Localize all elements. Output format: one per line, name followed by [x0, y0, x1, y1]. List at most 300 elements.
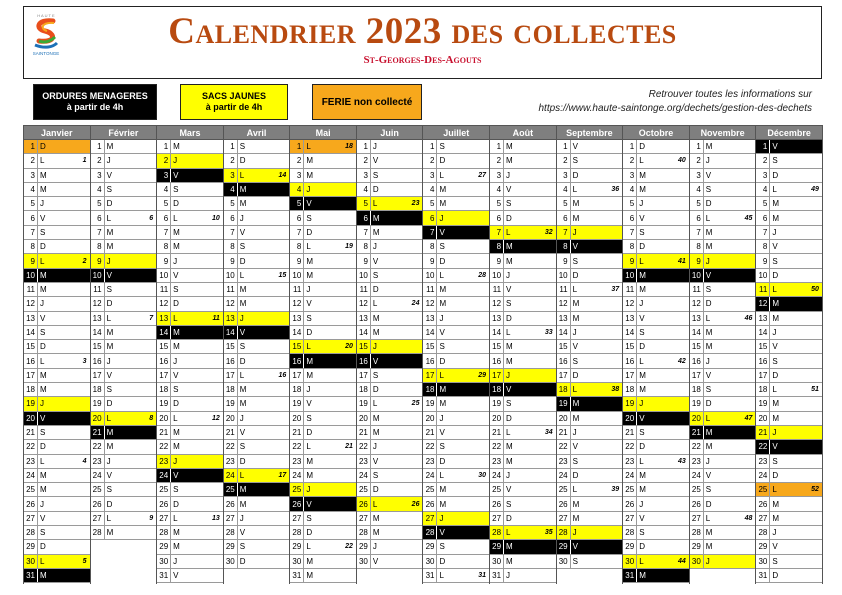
commune-name: St-Georges-Des-Agouts	[363, 54, 482, 66]
day-number: 30	[24, 555, 38, 568]
day-letter: V	[239, 528, 246, 538]
day-number: 29	[24, 540, 38, 553]
day-number: 31	[24, 569, 38, 582]
day-letter: J	[40, 299, 44, 309]
day-letter: M	[173, 328, 180, 337]
day-number: 2	[623, 154, 637, 167]
day-number: 18	[224, 383, 238, 396]
day-cell	[690, 197, 756, 211]
day-letter: M	[106, 342, 114, 352]
day-cell	[224, 326, 290, 340]
day-number: 21	[423, 426, 437, 439]
day-cell	[357, 483, 423, 497]
day-letter: L	[639, 556, 644, 566]
day-number: 5	[690, 197, 704, 210]
day-cell	[24, 397, 90, 411]
day-letter: V	[506, 385, 512, 395]
day-cell	[157, 397, 223, 411]
day-cell	[290, 512, 356, 526]
day-number: 26	[157, 497, 171, 510]
day-cell	[290, 283, 356, 297]
day-letter: M	[372, 413, 380, 423]
day-cell	[157, 512, 223, 526]
day-cell	[690, 140, 756, 154]
day-cell	[756, 469, 822, 483]
day-cell	[24, 211, 90, 225]
month-header: Septembre	[557, 126, 623, 140]
day-number: 2	[490, 154, 504, 167]
day-letter: S	[106, 185, 112, 195]
month-header: Octobre	[623, 126, 689, 140]
day-letter: M	[639, 370, 646, 380]
day-cell	[490, 240, 556, 254]
page-title: Calendrier 2023 des collectes	[168, 11, 677, 52]
day-number: 21	[357, 426, 371, 439]
day-cell	[357, 383, 423, 397]
week-number: 39	[611, 486, 620, 494]
day-number: 12	[623, 297, 637, 310]
day-letter: L	[506, 528, 511, 538]
day-letter: J	[506, 170, 511, 180]
day-number: 10	[756, 269, 770, 282]
day-letter: L	[439, 170, 444, 180]
day-letter: M	[106, 227, 114, 237]
day-cell	[91, 497, 157, 511]
day-number: 31	[490, 569, 504, 582]
day-cell	[557, 197, 623, 211]
day-number: 18	[490, 383, 504, 396]
day-cell	[91, 140, 157, 154]
day-letter: S	[439, 142, 445, 152]
day-letter: M	[506, 356, 513, 366]
day-number: 9	[557, 254, 571, 267]
month-header: Juillet	[423, 126, 489, 140]
day-number: 21	[157, 426, 171, 439]
day-cell	[24, 340, 90, 354]
month-header: Février	[91, 126, 157, 140]
day-cell	[224, 140, 290, 154]
day-letter: J	[106, 156, 111, 166]
day-cell	[690, 297, 756, 311]
day-letter: V	[772, 542, 778, 552]
day-cell	[623, 169, 689, 183]
day-cell	[357, 326, 423, 340]
day-letter: M	[439, 299, 447, 309]
day-cell	[357, 197, 423, 211]
day-letter: V	[40, 313, 46, 323]
day-letter: M	[306, 456, 313, 466]
day-number: 9	[157, 254, 171, 267]
day-number: 22	[690, 440, 704, 453]
day-cell	[91, 440, 157, 454]
day-letter: M	[572, 299, 580, 309]
day-number: 19	[690, 397, 704, 410]
day-number: 22	[557, 440, 571, 453]
day-cell	[756, 354, 822, 368]
day-number: 23	[690, 455, 704, 468]
day-number: 26	[690, 497, 704, 510]
day-number: 11	[357, 283, 371, 296]
day-letter: D	[372, 385, 379, 395]
day-cell	[423, 569, 489, 583]
day-number: 7	[423, 226, 437, 239]
day-letter: V	[506, 185, 512, 195]
day-number: 1	[91, 140, 105, 153]
day-number: 17	[423, 369, 437, 382]
day-cell	[290, 140, 356, 154]
empty-space	[490, 583, 556, 584]
day-number: 5	[91, 197, 105, 210]
day-number: 3	[357, 169, 371, 182]
day-cell	[490, 154, 556, 168]
day-letter: M	[705, 342, 713, 352]
day-letter: M	[372, 213, 380, 223]
day-number: 11	[756, 283, 770, 296]
day-number: 25	[623, 483, 637, 496]
day-cell	[357, 497, 423, 511]
day-number: 6	[623, 211, 637, 224]
day-number: 1	[224, 140, 238, 153]
day-cell	[91, 226, 157, 240]
day-letter: M	[306, 270, 313, 280]
day-cell	[24, 497, 90, 511]
day-cell	[224, 283, 290, 297]
day-number: 27	[91, 512, 105, 525]
day-cell	[157, 426, 223, 440]
day-number: 4	[756, 183, 770, 196]
day-letter: J	[772, 428, 777, 438]
week-number: 14	[278, 171, 287, 179]
day-cell	[490, 512, 556, 526]
week-number: 24	[411, 300, 420, 308]
week-number: 28	[478, 271, 487, 279]
day-letter: L	[173, 213, 178, 223]
day-cell	[423, 497, 489, 511]
day-cell	[290, 526, 356, 540]
day-number: 6	[557, 211, 571, 224]
day-cell	[357, 312, 423, 326]
day-number: 13	[24, 312, 38, 325]
day-cell	[91, 283, 157, 297]
day-number: 9	[91, 254, 105, 267]
day-letter: D	[173, 499, 179, 509]
day-number: 10	[623, 269, 637, 282]
day-cell	[623, 140, 689, 154]
day-cell	[91, 169, 157, 183]
day-number: 11	[490, 283, 504, 296]
day-cell	[224, 555, 290, 569]
info-url-link[interactable]: https://www.haute-saintonge.org/dechets/gestion-des-dechets	[538, 103, 812, 114]
day-number: 3	[557, 169, 571, 182]
day-cell	[290, 326, 356, 340]
week-number: 51	[811, 386, 819, 394]
day-letter: J	[772, 328, 777, 337]
day-number: 27	[756, 512, 770, 525]
day-letter: S	[306, 313, 312, 323]
day-cell	[423, 412, 489, 426]
day-cell	[24, 326, 90, 340]
week-number: 13	[211, 514, 220, 522]
day-letter: L	[239, 170, 245, 180]
day-letter: S	[439, 342, 445, 352]
day-cell	[490, 326, 556, 340]
day-number: 22	[91, 440, 105, 453]
day-letter: M	[306, 156, 313, 166]
day-cell	[423, 269, 489, 283]
day-cell	[690, 397, 756, 411]
day-cell	[91, 512, 157, 526]
day-number: 7	[756, 226, 770, 239]
day-cell	[423, 383, 489, 397]
day-number: 3	[290, 169, 304, 182]
week-number: 29	[478, 371, 487, 379]
day-letter: L	[439, 270, 444, 280]
day-letter: J	[439, 413, 444, 423]
month-4	[224, 126, 291, 584]
day-letter: S	[372, 170, 379, 180]
month-1	[24, 126, 91, 584]
week-number: 2	[82, 257, 87, 265]
day-cell	[690, 426, 756, 440]
day-number: 16	[224, 354, 238, 367]
day-letter: S	[705, 485, 712, 495]
week-number: 34	[544, 429, 553, 437]
day-number: 21	[690, 426, 704, 439]
day-cell	[224, 312, 290, 326]
day-letter: M	[639, 571, 646, 581]
day-number: 29	[490, 540, 504, 553]
day-number: 28	[423, 526, 437, 539]
day-cell	[557, 140, 623, 154]
day-letter: D	[106, 299, 113, 309]
day-letter: M	[772, 399, 780, 409]
day-letter: L	[439, 470, 444, 480]
day-letter: J	[705, 556, 710, 566]
day-number: 13	[91, 312, 105, 325]
day-letter: J	[173, 456, 178, 466]
day-cell	[756, 254, 822, 268]
day-letter: M	[572, 513, 580, 523]
day-letter: V	[572, 442, 578, 452]
day-number: 9	[357, 254, 371, 267]
day-letter: V	[306, 199, 312, 209]
day-cell	[623, 269, 689, 283]
day-number: 2	[357, 154, 371, 167]
day-letter: S	[439, 242, 445, 252]
day-cell	[290, 497, 356, 511]
day-cell	[357, 426, 423, 440]
day-cell	[756, 340, 822, 354]
day-letter: M	[639, 285, 646, 295]
day-cell	[423, 240, 489, 254]
day-cell	[490, 540, 556, 554]
day-number: 30	[557, 555, 571, 568]
day-letter: J	[239, 213, 244, 223]
day-number: 18	[24, 383, 38, 396]
day-letter: V	[306, 499, 312, 509]
day-number: 30	[357, 555, 371, 568]
day-cell	[690, 512, 756, 526]
day-number: 29	[423, 540, 437, 553]
day-cell	[357, 354, 423, 368]
day-number: 30	[490, 555, 504, 568]
day-cell	[224, 226, 290, 240]
day-number: 2	[290, 154, 304, 167]
day-cell	[290, 312, 356, 326]
day-number: 11	[690, 283, 704, 296]
day-letter: L	[372, 299, 378, 309]
day-letter: L	[306, 542, 311, 552]
day-cell	[623, 497, 689, 511]
day-cell	[690, 497, 756, 511]
day-letter: D	[40, 242, 46, 252]
day-letter: J	[705, 156, 710, 166]
day-number: 18	[756, 383, 770, 396]
day-letter: L	[306, 342, 311, 352]
week-number: 20	[345, 343, 353, 351]
day-letter: L	[40, 156, 45, 166]
day-cell	[357, 269, 423, 283]
day-letter: L	[639, 356, 644, 366]
day-cell	[557, 354, 623, 368]
day-cell	[756, 312, 822, 326]
day-letter: V	[173, 571, 179, 581]
day-number: 2	[224, 154, 238, 167]
day-cell	[690, 526, 756, 540]
day-cell	[557, 555, 623, 569]
day-number: 18	[557, 383, 571, 396]
week-number: 12	[211, 414, 220, 422]
day-number: 5	[290, 197, 304, 210]
week-number: 7	[149, 314, 154, 322]
day-cell	[557, 211, 623, 225]
day-letter: S	[239, 542, 246, 552]
day-letter: V	[639, 313, 645, 323]
day-number: 2	[91, 154, 105, 167]
day-letter: V	[705, 370, 712, 380]
day-cell	[557, 297, 623, 311]
day-letter: M	[40, 485, 47, 495]
week-number: 11	[212, 314, 220, 322]
day-cell	[490, 226, 556, 240]
day-cell	[423, 369, 489, 383]
day-number: 20	[423, 412, 437, 425]
day-number: 22	[24, 440, 38, 453]
day-letter: M	[106, 328, 114, 337]
day-cell	[423, 354, 489, 368]
day-number: 10	[690, 269, 704, 282]
day-letter: M	[439, 185, 447, 195]
day-letter: M	[705, 442, 713, 452]
day-letter: D	[40, 542, 46, 552]
day-cell	[623, 540, 689, 554]
day-number: 27	[24, 512, 38, 525]
day-number: 12	[756, 297, 770, 310]
week-number: 23	[411, 200, 420, 208]
day-letter: S	[506, 199, 512, 209]
day-letter: S	[572, 156, 578, 166]
day-letter: J	[639, 499, 644, 509]
day-number: 26	[623, 497, 637, 510]
day-letter: D	[572, 370, 579, 380]
day-number: 29	[690, 540, 704, 553]
day-cell	[623, 254, 689, 268]
day-letter: V	[705, 270, 712, 280]
day-letter: V	[173, 470, 179, 480]
month-header: Novembre	[690, 126, 756, 140]
day-letter: M	[239, 285, 247, 295]
day-number: 17	[24, 369, 38, 382]
day-letter: L	[572, 185, 578, 195]
day-number: 16	[690, 354, 704, 367]
day-letter: D	[439, 356, 446, 366]
day-cell	[24, 383, 90, 397]
header-box	[23, 6, 822, 79]
day-number: 20	[690, 412, 704, 425]
empty-space	[91, 540, 157, 584]
day-number: 13	[224, 312, 238, 325]
week-number: 5	[82, 557, 87, 565]
info-line: Retrouver toutes les informations sur	[648, 89, 812, 100]
day-cell	[623, 483, 689, 497]
day-number: 18	[157, 383, 171, 396]
day-letter: M	[506, 556, 513, 566]
day-number: 27	[490, 512, 504, 525]
day-cell	[423, 140, 489, 154]
day-number: 26	[423, 497, 437, 510]
day-letter: J	[705, 456, 710, 466]
day-number: 26	[357, 497, 371, 510]
day-cell	[24, 569, 90, 583]
week-number: 3	[82, 357, 87, 365]
day-letter: D	[306, 528, 313, 538]
day-number: 2	[557, 154, 571, 167]
day-letter: M	[439, 499, 447, 509]
day-letter: D	[106, 499, 113, 509]
day-number: 3	[91, 169, 105, 182]
day-letter: J	[506, 571, 511, 581]
day-number: 20	[623, 412, 637, 425]
empty-space	[290, 583, 356, 584]
day-letter: D	[772, 571, 779, 581]
day-number: 15	[490, 340, 504, 353]
day-number: 14	[756, 326, 770, 339]
day-number: 13	[357, 312, 371, 325]
day-number: 10	[357, 269, 371, 282]
day-cell	[24, 197, 90, 211]
day-number: 10	[157, 269, 171, 282]
day-letter: S	[506, 299, 512, 309]
day-cell	[490, 197, 556, 211]
day-letter: J	[372, 542, 377, 552]
day-number: 27	[290, 512, 304, 525]
day-number: 22	[490, 440, 504, 453]
week-number: 50	[811, 286, 819, 294]
day-letter: V	[372, 356, 379, 366]
day-letter: J	[705, 356, 710, 366]
month-9	[557, 126, 624, 584]
day-cell	[756, 569, 822, 583]
day-cell	[224, 154, 290, 168]
day-cell	[91, 426, 157, 440]
day-number: 28	[690, 526, 704, 539]
day-number: 9	[24, 254, 38, 267]
day-number: 22	[357, 440, 371, 453]
day-cell	[91, 469, 157, 483]
day-number: 20	[557, 412, 571, 425]
day-letter: V	[372, 256, 379, 266]
day-number: 7	[157, 226, 171, 239]
